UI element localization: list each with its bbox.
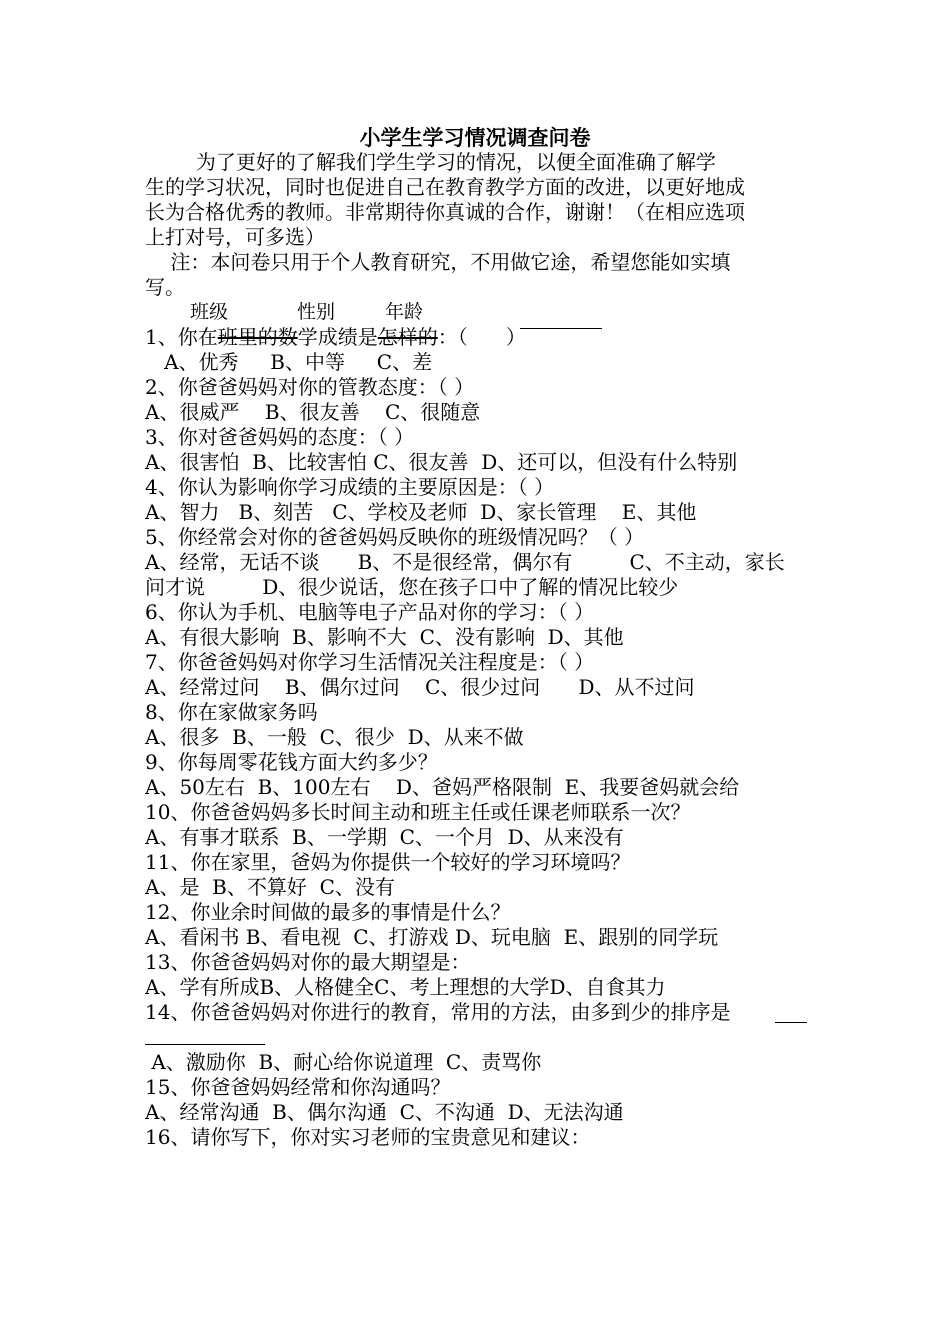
q1-suffix: ：（ ） — [437, 325, 526, 349]
answer-options: A、很害怕 B、比较害怕 C、很友善 D、还可以，但没有什么特别 — [145, 450, 738, 474]
question-6: 6、你认为手机、电脑等电子产品对你的学习：（ ） — [145, 600, 595, 624]
answer-underline — [775, 1022, 807, 1023]
answer-options: A、看闲书 B、看电视 C、打游戏 D、玩电脑 E、跟别的同学玩 — [145, 925, 719, 949]
question-7: 7、你爸爸妈妈对你学习生活情况关注程度是：（ ） — [145, 650, 595, 674]
q1-prefix: 1、你在 — [145, 325, 218, 349]
question-5: 5、你经常会对你的爸爸妈妈反映你的班级情况吗？（ ） — [145, 525, 645, 549]
question-9: 9、你每周零花钱方面大约多少？ — [145, 750, 438, 774]
intro-line: 长为合格优秀的教师。非常期待你真诚的合作，谢谢！（在相应选项 — [145, 200, 745, 224]
answer-options: A、是 B、不算好 C、没有 — [145, 875, 395, 899]
question-12: 12、你业余时间做的最多的事情是什么？ — [145, 900, 511, 924]
q1-mid: 学成绩是 — [297, 325, 378, 349]
q1-struck-text: 班里的数 — [217, 325, 298, 349]
question-11: 11、你在家里，爸妈为你提供一个较好的学习环境吗？ — [145, 850, 631, 874]
question-4: 4、你认为影响你学习成绩的主要原因是：（ ） — [145, 475, 555, 499]
answer-options: A、激励你 B、耐心给你说道理 C、责骂你 — [145, 1050, 542, 1074]
answer-options: A、学有所成B、人格健全C、考上理想的大学D、自食其力 — [145, 975, 666, 999]
intro-note: 写。 — [145, 275, 185, 299]
question-15: 15、你爸爸妈妈经常和你沟通吗？ — [145, 1075, 451, 1099]
question-2: 2、你爸爸妈妈对你的管教态度：（ ） — [145, 375, 475, 399]
intro-line: 上打对号，可多选） — [145, 225, 325, 249]
answer-options: A、50左右 B、100左右 D、爸妈严格限制 E、我要爸妈就会给 — [145, 775, 740, 799]
question-8: 8、你在家做家务吗 — [145, 700, 318, 724]
intro-line: 生的学习状况，同时也促进自己在教育教学方面的改进，以更好地成 — [145, 175, 745, 199]
answer-options: A、有事才联系 B、一学期 C、一个月 D、从来没有 — [145, 825, 624, 849]
question-13: 13、你爸爸妈妈对你的最大期望是： — [145, 950, 471, 974]
question-1 — [145, 325, 526, 350]
question-10: 10、你爸爸妈妈多长时间主动和班主任或任课老师联系一次？ — [145, 800, 691, 824]
q1-struck-text: 怎样的 — [377, 325, 438, 349]
answer-options: A、很多 B、一般 C、很少 D、从来不做 — [145, 725, 524, 749]
field-age-label: 年龄 — [385, 301, 424, 323]
field-class-label: 班级 — [190, 301, 229, 323]
question-3: 3、你对爸爸妈妈的态度：（ ） — [145, 425, 415, 449]
answer-options: A、很威严 B、很友善 C、很随意 — [145, 400, 481, 424]
answer-underline — [145, 1044, 265, 1045]
answer-options: A、经常过问 B、偶尔过问 C、很少过问 D、从不过问 — [145, 675, 695, 699]
page-title: 小学生学习情况调查问卷 — [359, 125, 591, 150]
answer-options: A、有很大影响 B、影响不大 C、没有影响 D、其他 — [145, 625, 624, 649]
answer-options: A、优秀 B、中等 C、差 — [145, 350, 433, 374]
question-16: 16、请你写下，你对实习老师的宝贵意见和建议： — [145, 1125, 591, 1149]
intro-note: 注：本问卷只用于个人教育研究，不用做它途，希望您能如实填 — [145, 250, 731, 274]
answer-options: A、经常，无话不谈 B、不是很经常，偶尔有 C、不主动，家长 — [145, 550, 785, 574]
answer-options: A、经常沟通 B、偶尔沟通 C、不沟通 D、无法沟通 — [145, 1100, 624, 1124]
field-gender-label: 性别 — [297, 301, 336, 323]
intro-line: 为了更好的了解我们学生学习的情况，以便全面准确了解学 — [145, 150, 716, 174]
answer-underline — [520, 328, 602, 329]
question-14: 14、你爸爸妈妈对你进行的教育，常用的方法，由多到少的排序是 — [145, 1000, 731, 1024]
answer-options: A、智力 B、刻苦 C、学校及老师 D、家长管理 E、其他 — [145, 500, 697, 524]
answer-options: 问才说 D、很少说话，您在孩子口中了解的情况比较少 — [145, 575, 679, 599]
